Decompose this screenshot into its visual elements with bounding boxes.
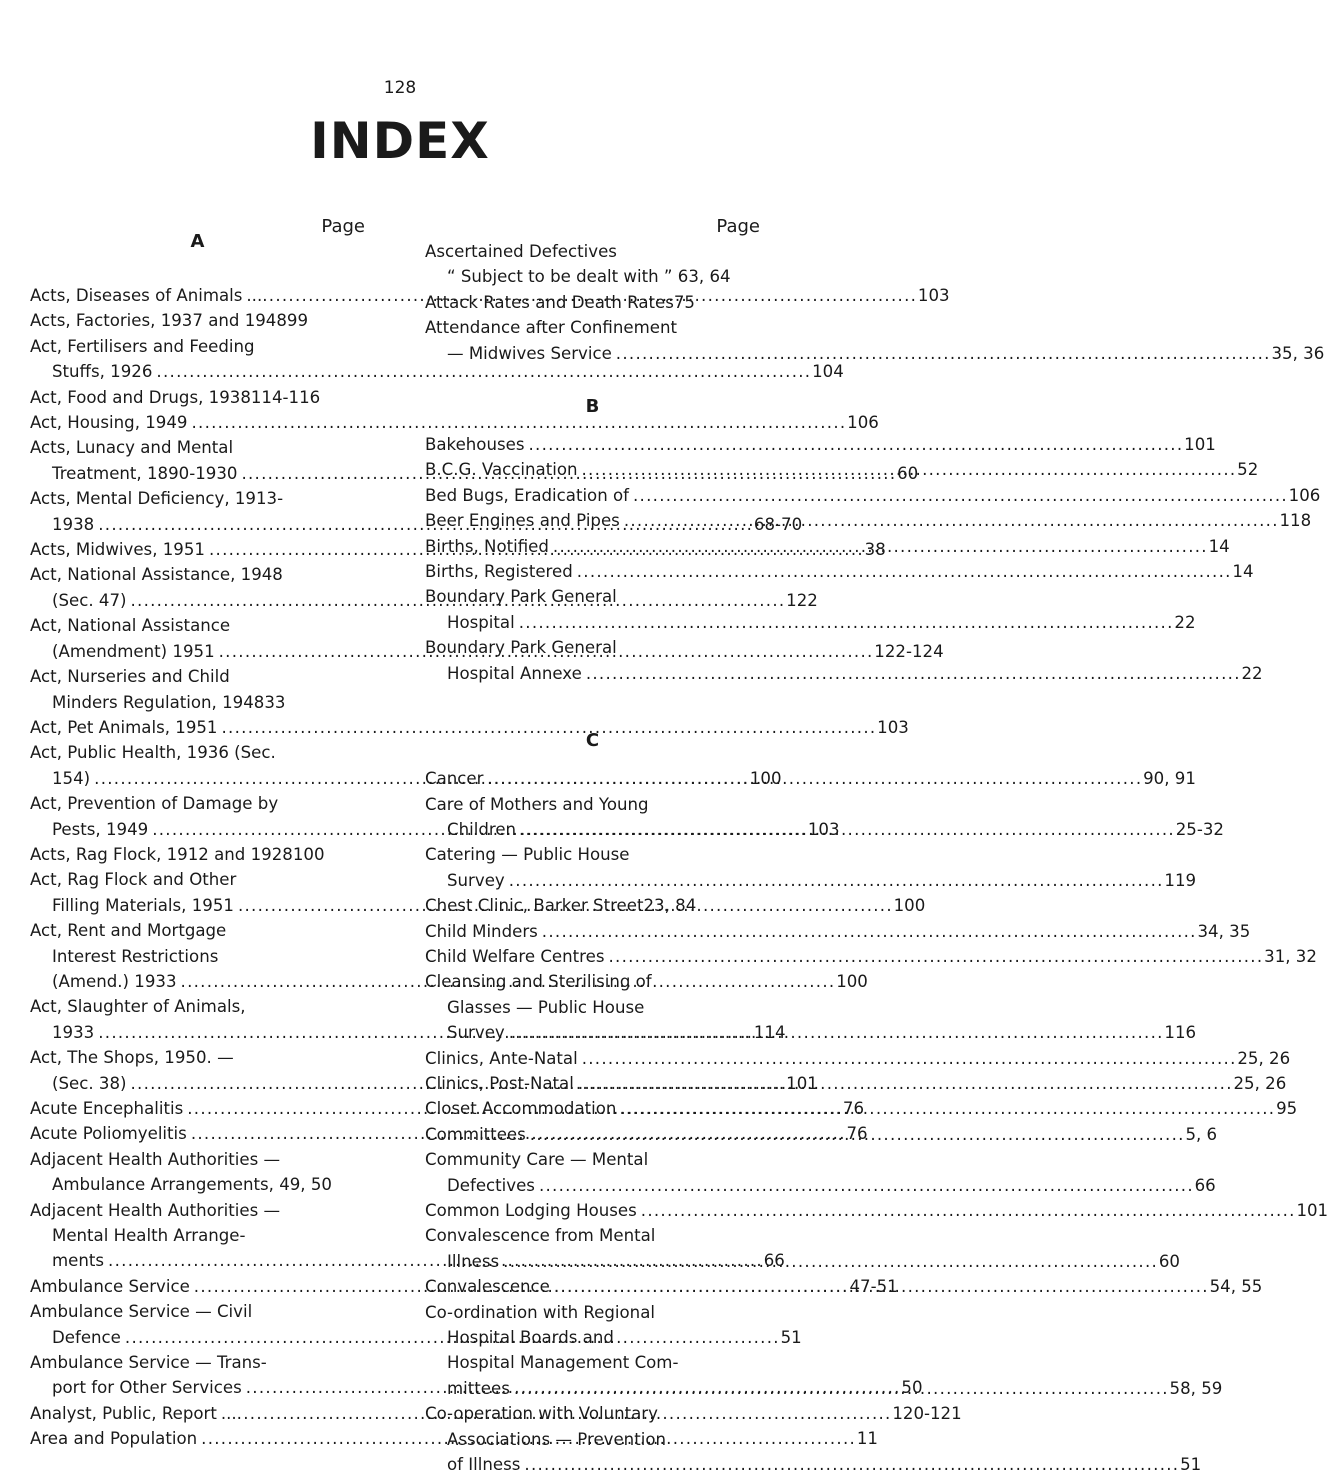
entry-line bbox=[30, 1172, 365, 1197]
dot-leader bbox=[578, 1074, 1230, 1093]
dot-leader bbox=[509, 871, 1161, 890]
page-ref: 25-32 bbox=[1175, 819, 1224, 839]
index-entry bbox=[425, 1147, 1216, 1198]
entry-line bbox=[30, 690, 365, 715]
entry-label: 1938 bbox=[52, 514, 95, 534]
dot-leader bbox=[620, 1099, 1272, 1118]
dot-leader bbox=[514, 1379, 1166, 1398]
dot-leader bbox=[503, 1252, 1155, 1271]
entry-label: Pests, 1949 bbox=[52, 819, 149, 839]
entry-line bbox=[425, 661, 1263, 686]
entry-text: Ascertained Defectives bbox=[425, 242, 617, 261]
entry-text: Co-operation with Voluntary bbox=[425, 1404, 658, 1424]
page-ref: 14 bbox=[1208, 536, 1230, 556]
entry-label: Filling Materials, 1951 bbox=[52, 895, 234, 915]
entry-label: (Sec. 47) bbox=[52, 590, 127, 610]
entry-label: of Illness bbox=[447, 1455, 521, 1475]
page-column-heading: Page bbox=[716, 216, 760, 237]
dot-leader bbox=[641, 1201, 1293, 1220]
entry-label: Defence bbox=[52, 1327, 121, 1347]
index-entry bbox=[425, 1046, 1291, 1071]
page-ref: 33 bbox=[264, 692, 286, 712]
page-ref: 58, 59 bbox=[1169, 1378, 1223, 1398]
page-ref: 104 bbox=[812, 362, 844, 382]
page-number: 128 bbox=[383, 78, 417, 98]
entry-text: Mental Health Arrange- bbox=[52, 1226, 246, 1246]
entry-line bbox=[425, 559, 1254, 584]
entry-line bbox=[30, 410, 879, 435]
entry-label: Act, Pet Animals, 1951 bbox=[30, 717, 218, 737]
page-ref: 22 bbox=[1241, 663, 1263, 683]
entry-label: Births, Registered bbox=[425, 562, 573, 582]
page-ref: 106 bbox=[1288, 485, 1321, 505]
page-ref: 68-70 bbox=[753, 514, 803, 534]
page-ref: 122 bbox=[786, 590, 818, 610]
entry-text: Act, National Assistance, 1948 bbox=[30, 565, 283, 585]
page-ref: 51 bbox=[780, 1327, 802, 1347]
entry-label: ments bbox=[52, 1251, 105, 1271]
dot-leader bbox=[582, 1049, 1234, 1068]
entry-label: “ Subject to be dealt with ” 63, 64 bbox=[447, 267, 731, 287]
index-entry bbox=[30, 715, 909, 740]
entry-label: Acts, Diseases of Animals bbox=[30, 286, 243, 305]
leader-text: ... . . . bbox=[246, 286, 914, 305]
dot-leader bbox=[616, 344, 1268, 363]
entry-label: Acts, Rag Flock, 1912 and 1928 bbox=[30, 844, 293, 864]
dot-leader bbox=[577, 562, 1229, 581]
entry-label: port for Other Services bbox=[52, 1378, 242, 1398]
entry-label: Treatment, 1890-1930 bbox=[52, 463, 238, 483]
entry-label: (Amend.) 1933 bbox=[52, 971, 177, 991]
page-ref: 100 bbox=[893, 895, 926, 915]
page-ref: 99 bbox=[286, 311, 309, 331]
index-entry bbox=[30, 410, 879, 435]
entry-label: Act, Food and Drugs, 1938 bbox=[30, 387, 251, 407]
dot-leader bbox=[509, 1023, 1161, 1042]
page-ref: 106 bbox=[847, 413, 879, 433]
entry-text: Community Care — Mental bbox=[425, 1150, 649, 1170]
dot-leader bbox=[524, 1455, 1176, 1474]
dot-leader bbox=[539, 1176, 1191, 1195]
entry-text: Care of Mothers and Young bbox=[425, 794, 649, 814]
page-ref: 103 bbox=[807, 819, 840, 839]
entry-label: Births, Notified bbox=[425, 536, 549, 556]
entry-label: Acts, Factories, 1937 and 1948 bbox=[30, 311, 287, 331]
index-entry bbox=[425, 290, 760, 315]
page-ref: 51 bbox=[1180, 1455, 1202, 1475]
entry-label: Child Minders bbox=[425, 921, 538, 941]
entry-label: mittees bbox=[447, 1378, 510, 1398]
entry-label: Ambulance Arrangements, 49, 50 bbox=[52, 1175, 332, 1195]
entry-label: Chest Clinic, Barker Street bbox=[425, 896, 644, 916]
page-ref: 38 bbox=[864, 540, 886, 560]
page-ref: 114 bbox=[753, 1022, 786, 1042]
entry-label: 1933 bbox=[52, 1022, 95, 1042]
page-ref: 116 bbox=[1164, 1023, 1197, 1043]
page-ref: 25, 26 bbox=[1233, 1073, 1287, 1093]
entry-text: Acts, Lunacy and Mental bbox=[30, 438, 234, 458]
entry-label: (Sec. 38) bbox=[52, 1073, 127, 1093]
entry-label: Survey bbox=[447, 1023, 505, 1043]
page-ref: 54, 55 bbox=[1209, 1277, 1263, 1297]
entry-label: 154) bbox=[52, 768, 91, 788]
dot-leader bbox=[528, 435, 1180, 454]
entry-label: Illness bbox=[447, 1251, 500, 1271]
dot-leader bbox=[530, 1125, 1182, 1144]
page-ref: 103 bbox=[877, 717, 909, 737]
entry-text: Hospital Boards and bbox=[447, 1328, 614, 1348]
entry-text: Act, Public Health, 1936 (Sec. bbox=[30, 743, 276, 763]
page-ref: 100 bbox=[836, 971, 868, 991]
entry-label: Acute Encephalitis bbox=[30, 1099, 184, 1118]
index-entry bbox=[30, 385, 365, 410]
page-ref: 101 bbox=[1184, 435, 1216, 455]
entry-line bbox=[30, 715, 909, 740]
entry-text: Act, Rent and Mortgage bbox=[30, 921, 227, 941]
leader-text: ... . . . bbox=[221, 1404, 889, 1423]
entry-text: Act, Rag Flock and Other bbox=[30, 870, 237, 890]
index-entry bbox=[425, 919, 1251, 944]
index-entry bbox=[425, 315, 1325, 366]
page-ref: 60 bbox=[897, 463, 919, 483]
entry-label: Closet Accommodation bbox=[425, 1099, 617, 1119]
entry-text: Act, Slaughter of Animals, bbox=[30, 997, 246, 1017]
entry-text: Hospital Management Com- bbox=[447, 1353, 679, 1373]
page-ref: 66 bbox=[1194, 1175, 1216, 1195]
entry-label: Committees bbox=[425, 1124, 526, 1144]
entry-line bbox=[425, 1046, 1291, 1071]
entry-line bbox=[425, 610, 1196, 635]
page-ref: 101 bbox=[1296, 1201, 1328, 1220]
page-column-heading: Page bbox=[321, 216, 365, 237]
index-entry bbox=[30, 842, 365, 867]
entry-text: Boundary Park General bbox=[425, 587, 617, 607]
entry-text: Boundary Park General bbox=[425, 638, 617, 658]
entry-label: — Midwives Service bbox=[447, 343, 612, 363]
index-entry bbox=[425, 483, 1321, 508]
dot-leader bbox=[542, 922, 1194, 941]
dot-leader bbox=[520, 820, 1172, 839]
entry-text: Glasses — Public House bbox=[447, 997, 645, 1017]
entry-text: Co-ordination with Regional bbox=[425, 1302, 655, 1322]
entry-label: Cancer bbox=[425, 769, 484, 789]
page-ref: 31, 32 bbox=[1264, 946, 1317, 966]
entry-label: Attack Rates and Death Rates bbox=[425, 292, 674, 312]
index-entry bbox=[30, 1147, 365, 1198]
dot-leader bbox=[487, 769, 1139, 788]
entry-text: Ambulance Service — Civil bbox=[30, 1302, 253, 1322]
index-entry bbox=[425, 1198, 1328, 1223]
entry-label: Ambulance Service bbox=[30, 1276, 190, 1296]
page-ref: 101 bbox=[786, 1073, 818, 1093]
page-ref: 103 bbox=[917, 286, 950, 305]
entry-text: Acts, Mental Deficiency, 1913- bbox=[30, 489, 284, 509]
entry-label: Acute Poliomyelitis bbox=[30, 1124, 187, 1144]
dot-leader bbox=[633, 486, 1285, 505]
entry-label: (Amendment) 1951 bbox=[52, 641, 215, 661]
entry-label: Survey bbox=[447, 870, 505, 890]
index-entry bbox=[425, 842, 1197, 893]
section-letter: C bbox=[585, 730, 600, 752]
dot-leader bbox=[624, 511, 1276, 530]
entry-line bbox=[30, 385, 365, 410]
entry-line bbox=[425, 483, 1321, 508]
entry-label: Area and Population bbox=[30, 1429, 198, 1449]
entry-label: Analyst, Public, Report bbox=[30, 1403, 217, 1423]
entry-label: Common Lodging Houses bbox=[425, 1201, 637, 1220]
section-letter: B bbox=[585, 396, 600, 418]
page-ref: 122-124 bbox=[874, 641, 944, 661]
page-ref: 60 bbox=[1158, 1251, 1180, 1271]
entry-text: Associations — Prevention bbox=[447, 1429, 666, 1449]
page-ref: 76 bbox=[842, 1099, 865, 1118]
entry-line bbox=[425, 264, 760, 289]
entry-text: Act, Fertilisers and Feeding bbox=[30, 336, 255, 356]
index-entry bbox=[425, 239, 760, 290]
index-entry bbox=[30, 308, 365, 333]
page-ref: 23, 84 bbox=[643, 896, 697, 916]
entry-label: Bakehouses bbox=[425, 435, 525, 455]
index-entry bbox=[425, 944, 1317, 969]
page-ref: 95 bbox=[1276, 1099, 1298, 1119]
page-ref: 90, 91 bbox=[1143, 769, 1196, 789]
entry-text: Adjacent Health Authorities — bbox=[30, 1200, 281, 1220]
page-ref: 34, 35 bbox=[1197, 921, 1251, 941]
index-entry bbox=[425, 559, 1254, 584]
dot-leader bbox=[519, 613, 1171, 632]
page-ref: 100 bbox=[749, 768, 782, 788]
page-ref: 25, 26 bbox=[1237, 1048, 1291, 1068]
page-ref: 120-121 bbox=[892, 1403, 962, 1423]
entry-label: Hospital bbox=[447, 612, 515, 632]
entry-line bbox=[30, 359, 844, 384]
page-ref: 14 bbox=[1232, 562, 1254, 582]
entry-text: Cleansing and Sterilising of bbox=[425, 972, 652, 992]
entry-label: Hospital Annexe bbox=[447, 663, 582, 683]
entry-text: Catering — Public House bbox=[425, 845, 630, 865]
entry-label: B.C.G. Vaccination bbox=[425, 460, 578, 480]
entry-label: Convalescence bbox=[425, 1277, 550, 1297]
entry-line bbox=[30, 308, 365, 333]
page-ref: 11 bbox=[856, 1429, 878, 1449]
page-title: INDEX bbox=[310, 112, 490, 170]
page-ref: 66 bbox=[763, 1251, 785, 1271]
dot-leader bbox=[554, 1277, 1206, 1296]
entry-label: Acts, Midwives, 1951 bbox=[30, 540, 205, 560]
entry-line bbox=[425, 919, 1251, 944]
entry-line bbox=[425, 1198, 1328, 1223]
entry-label: Children bbox=[447, 819, 517, 839]
entry-text: Ambulance Service — Trans- bbox=[30, 1353, 267, 1373]
page-ref: 50 bbox=[901, 1378, 923, 1398]
entry-label: Child Welfare Centres bbox=[425, 946, 605, 966]
page-ref: 118 bbox=[1279, 511, 1312, 531]
dot-leader bbox=[608, 947, 1260, 966]
entry-line bbox=[425, 868, 1197, 893]
entry-label: Act, Housing, 1949 bbox=[30, 413, 188, 433]
section-letter: A bbox=[190, 231, 205, 252]
page-ref: 75 bbox=[673, 292, 695, 312]
entry-text: Attendance after Confinement bbox=[425, 318, 677, 338]
page-ref: 47-51 bbox=[849, 1276, 898, 1296]
page-ref: 5, 6 bbox=[1185, 1124, 1218, 1144]
entry-line bbox=[30, 842, 365, 867]
entry-line bbox=[425, 944, 1317, 969]
entry-line bbox=[425, 341, 1325, 366]
page-ref: 114-116 bbox=[250, 387, 321, 407]
page-ref: 100 bbox=[292, 844, 325, 864]
entry-text: Interest Restrictions bbox=[52, 946, 219, 966]
entry-line bbox=[425, 1452, 1202, 1477]
page-ref: 76 bbox=[846, 1124, 868, 1144]
index-entry bbox=[425, 893, 760, 918]
entry-label: Bed Bugs, Eradication of bbox=[425, 485, 629, 505]
entry-line bbox=[425, 1173, 1216, 1198]
entry-label: Minders Regulation, 1948 bbox=[52, 692, 265, 712]
entry-text: Adjacent Health Authorities — bbox=[30, 1149, 281, 1169]
entry-label: Stuffs, 1926 bbox=[52, 362, 153, 382]
entry-label: Beer Engines and Pipes bbox=[425, 511, 620, 531]
entry-line bbox=[425, 893, 760, 918]
dot-leader bbox=[553, 537, 1205, 556]
entry-label: Clinics, Ante-Natal bbox=[425, 1048, 578, 1068]
entry-text: Act, Prevention of Damage by bbox=[30, 794, 279, 814]
index-entry bbox=[30, 664, 365, 715]
entry-text: Act, Nurseries and Child bbox=[30, 667, 230, 687]
entry-text: Convalescence from Mental bbox=[425, 1226, 656, 1246]
entry-line bbox=[425, 290, 760, 315]
index-entry bbox=[425, 432, 1216, 457]
dot-leader bbox=[582, 460, 1234, 479]
entry-line bbox=[425, 432, 1216, 457]
page-ref: 35, 36 bbox=[1271, 343, 1325, 363]
entry-label: Clinics, Post-Natal bbox=[425, 1073, 574, 1093]
page-ref: 52 bbox=[1237, 460, 1259, 480]
entry-label: Defectives bbox=[447, 1175, 535, 1195]
page-ref: 22 bbox=[1174, 612, 1196, 632]
entry-text: Act, National Assistance bbox=[30, 616, 231, 636]
dot-leader bbox=[586, 664, 1238, 683]
entry-text: Act, The Shops, 1950. — bbox=[30, 1048, 234, 1068]
page-ref: 119 bbox=[1164, 870, 1197, 890]
